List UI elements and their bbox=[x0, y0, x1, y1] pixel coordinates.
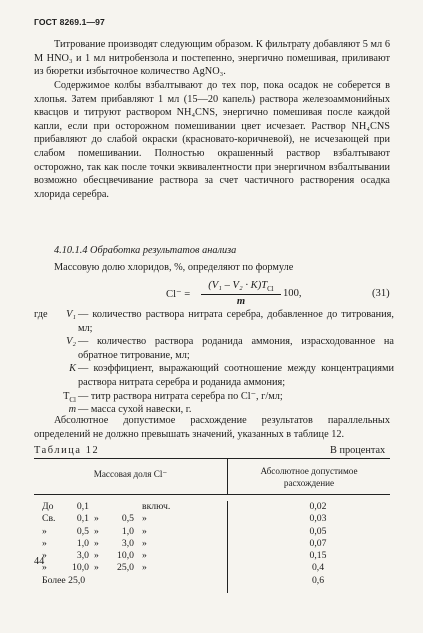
table-row-range bbox=[34, 501, 227, 513]
formula-numerator-sub: Cl bbox=[267, 285, 274, 294]
formula-number: (31) bbox=[372, 288, 390, 299]
legend-description: — количество раствора роданида аммония, израсходованное на обратное титрование, мл; bbox=[78, 336, 394, 361]
formula-denominator: m bbox=[236, 296, 246, 308]
table-cell-a: 0,5 bbox=[76, 525, 89, 537]
legend-description: — масса сухой навески, г. bbox=[78, 404, 192, 416]
table-cell-suf: » bbox=[142, 513, 147, 525]
table-cell-dash: » bbox=[94, 550, 99, 562]
table-header-mass-fraction: Массовая доля Cl⁻ bbox=[34, 459, 228, 494]
legend-symbol: K bbox=[69, 363, 76, 375]
table-cell-suf: » bbox=[142, 562, 147, 574]
table-caption: Таблица 12 bbox=[34, 445, 100, 456]
legend-description: — количество раствора нитрата серебра, добавленное до титрования, мл; bbox=[78, 309, 394, 334]
legend-where: где bbox=[34, 309, 48, 320]
table-units: В процентах bbox=[330, 445, 386, 456]
legend-item bbox=[34, 308, 394, 335]
table-12 bbox=[34, 458, 390, 593]
table-cell-b: 3,0 bbox=[121, 537, 134, 549]
legend-description: — коэффициент, выражающий соотношение между концентрациями раствора нитрата серебра и роданида аммония; bbox=[78, 363, 394, 388]
table-cell-pre: » bbox=[42, 537, 47, 549]
table-cell-a: 3,0 bbox=[76, 550, 89, 562]
legend-symbol: V₁ bbox=[66, 309, 76, 320]
table-cell-dash: » bbox=[94, 562, 99, 574]
formula-tail: 100, bbox=[283, 288, 302, 299]
table-cell-b: 1,0 bbox=[121, 525, 134, 537]
table-cell-dash: » bbox=[94, 513, 99, 525]
table-column-ranges bbox=[34, 501, 228, 593]
table-cell-pre: Более 25,0 bbox=[42, 574, 86, 586]
table-cell-pre: » bbox=[42, 562, 47, 574]
paragraph-flask bbox=[34, 79, 390, 201]
formula-fraction bbox=[201, 280, 281, 307]
paragraph-titration bbox=[34, 38, 390, 79]
table-row-range bbox=[34, 513, 227, 525]
table-cell-pre: До bbox=[42, 501, 54, 512]
legend-description: — титр раствора нитрата серебра по Cl⁻, г/мл; bbox=[78, 390, 283, 402]
paragraph-tolerance-text: Абсолютное допустимое расхождение результатов параллельных определений не должно превышать значений, указанных в таблице 12. bbox=[34, 415, 390, 440]
table-row-range bbox=[34, 575, 227, 587]
table-cell-value: 0,03 bbox=[309, 513, 327, 525]
table-row-range bbox=[34, 562, 227, 574]
table-cell-value: 0,4 bbox=[311, 562, 325, 574]
formula-legend bbox=[34, 308, 394, 417]
paragraph-tolerance bbox=[34, 414, 390, 441]
legend-symbol-sub: Cl bbox=[69, 395, 76, 404]
page-number: 44 bbox=[34, 556, 45, 567]
table-cell-a: 10,0 bbox=[72, 562, 89, 574]
table-row-range bbox=[34, 550, 227, 562]
table-cell-suf: » bbox=[142, 550, 147, 562]
table-cell-value: 0,6 bbox=[311, 574, 325, 586]
legend-item bbox=[34, 335, 394, 362]
table-cell-pre: » bbox=[42, 550, 47, 562]
formula-lhs: Cl⁻ = bbox=[166, 289, 191, 300]
table-cell-suf: включ. bbox=[142, 501, 171, 512]
paragraph-formula-intro: Массовую долю хлоридов, %, определяют по формуле bbox=[54, 262, 294, 273]
formula-numerator bbox=[201, 280, 281, 295]
legend-symbol: V₂ bbox=[66, 336, 76, 348]
table-cell-b: 0,5 bbox=[121, 513, 134, 525]
table-column-values bbox=[228, 501, 390, 593]
table-cell-b: 10,0 bbox=[117, 550, 134, 562]
table-cell-pre: » bbox=[42, 525, 47, 537]
table-cell-value: 0,07 bbox=[309, 537, 327, 549]
table-cell-dash: » bbox=[94, 525, 99, 537]
table-cell-a: 0,1 bbox=[76, 501, 89, 512]
table-header-tolerance-line2: расхождение bbox=[283, 478, 335, 488]
table-cell-pre: Св. bbox=[42, 513, 56, 525]
table-cell-a: 0,1 bbox=[76, 513, 89, 525]
paragraph-titration-text: Титрование производят следующим образом. К фильтрату добавляют 5 мл 6 М HNO₃ и 1 мл нитробензола и постепенно, энергично помешивая, приливают из бюретки избыточное количество AgNO₃. bbox=[34, 39, 390, 78]
table-cell-suf: » bbox=[142, 537, 147, 549]
table-cell-dash: » bbox=[94, 537, 99, 549]
formula-numerator-text: (V₁ – V₂ · K)T bbox=[208, 280, 268, 291]
table-row-range bbox=[34, 526, 227, 538]
document-header: ГОСТ 8269.1—97 bbox=[34, 17, 105, 27]
table-cell-value: 0,02 bbox=[309, 501, 327, 512]
table-cell-value: 0,05 bbox=[309, 525, 327, 537]
table-cell-b: 25,0 bbox=[117, 562, 134, 574]
table-cell-a: 1,0 bbox=[76, 537, 89, 549]
legend-symbol-main: T bbox=[63, 390, 70, 402]
table-header-tolerance-line1: Абсолютное допустимое bbox=[260, 466, 358, 476]
table-header-tolerance bbox=[228, 459, 390, 494]
section-title: 4.10.1.4 Обработка результатов анализа bbox=[54, 245, 237, 256]
legend-symbol: m bbox=[68, 404, 76, 416]
table-cell-suf: » bbox=[142, 525, 147, 537]
legend-item bbox=[34, 362, 394, 389]
table-row-range bbox=[34, 538, 227, 550]
table-header bbox=[34, 459, 390, 495]
legend-item bbox=[34, 390, 394, 404]
table-body bbox=[34, 495, 390, 593]
table-cell-value: 0,15 bbox=[309, 550, 327, 562]
paragraph-flask-text: Содержимое колбы взбалтывают до тех пор, пока осадок не соберется в хлопья. Затем прибавляют 1 мл (15—20 капель) раствора железоаммонийных квасцов и титруют раствором NH₄CNS, энергично помешивая после каждой капли, если при осторожном помешивании цвет исчезает. Раствор NH₄CNS прибавляют до слабой окраски (красновато-коричневой), не исчезающей при слабом помешивании. Полностью окрашенный раствор взбалтывают осторожно, так как после точки эквивалентности при энергичном взбалтывании возможно обесцвечивание раствора за счет частичного растворения осадка хлорида серебра. bbox=[34, 80, 390, 200]
